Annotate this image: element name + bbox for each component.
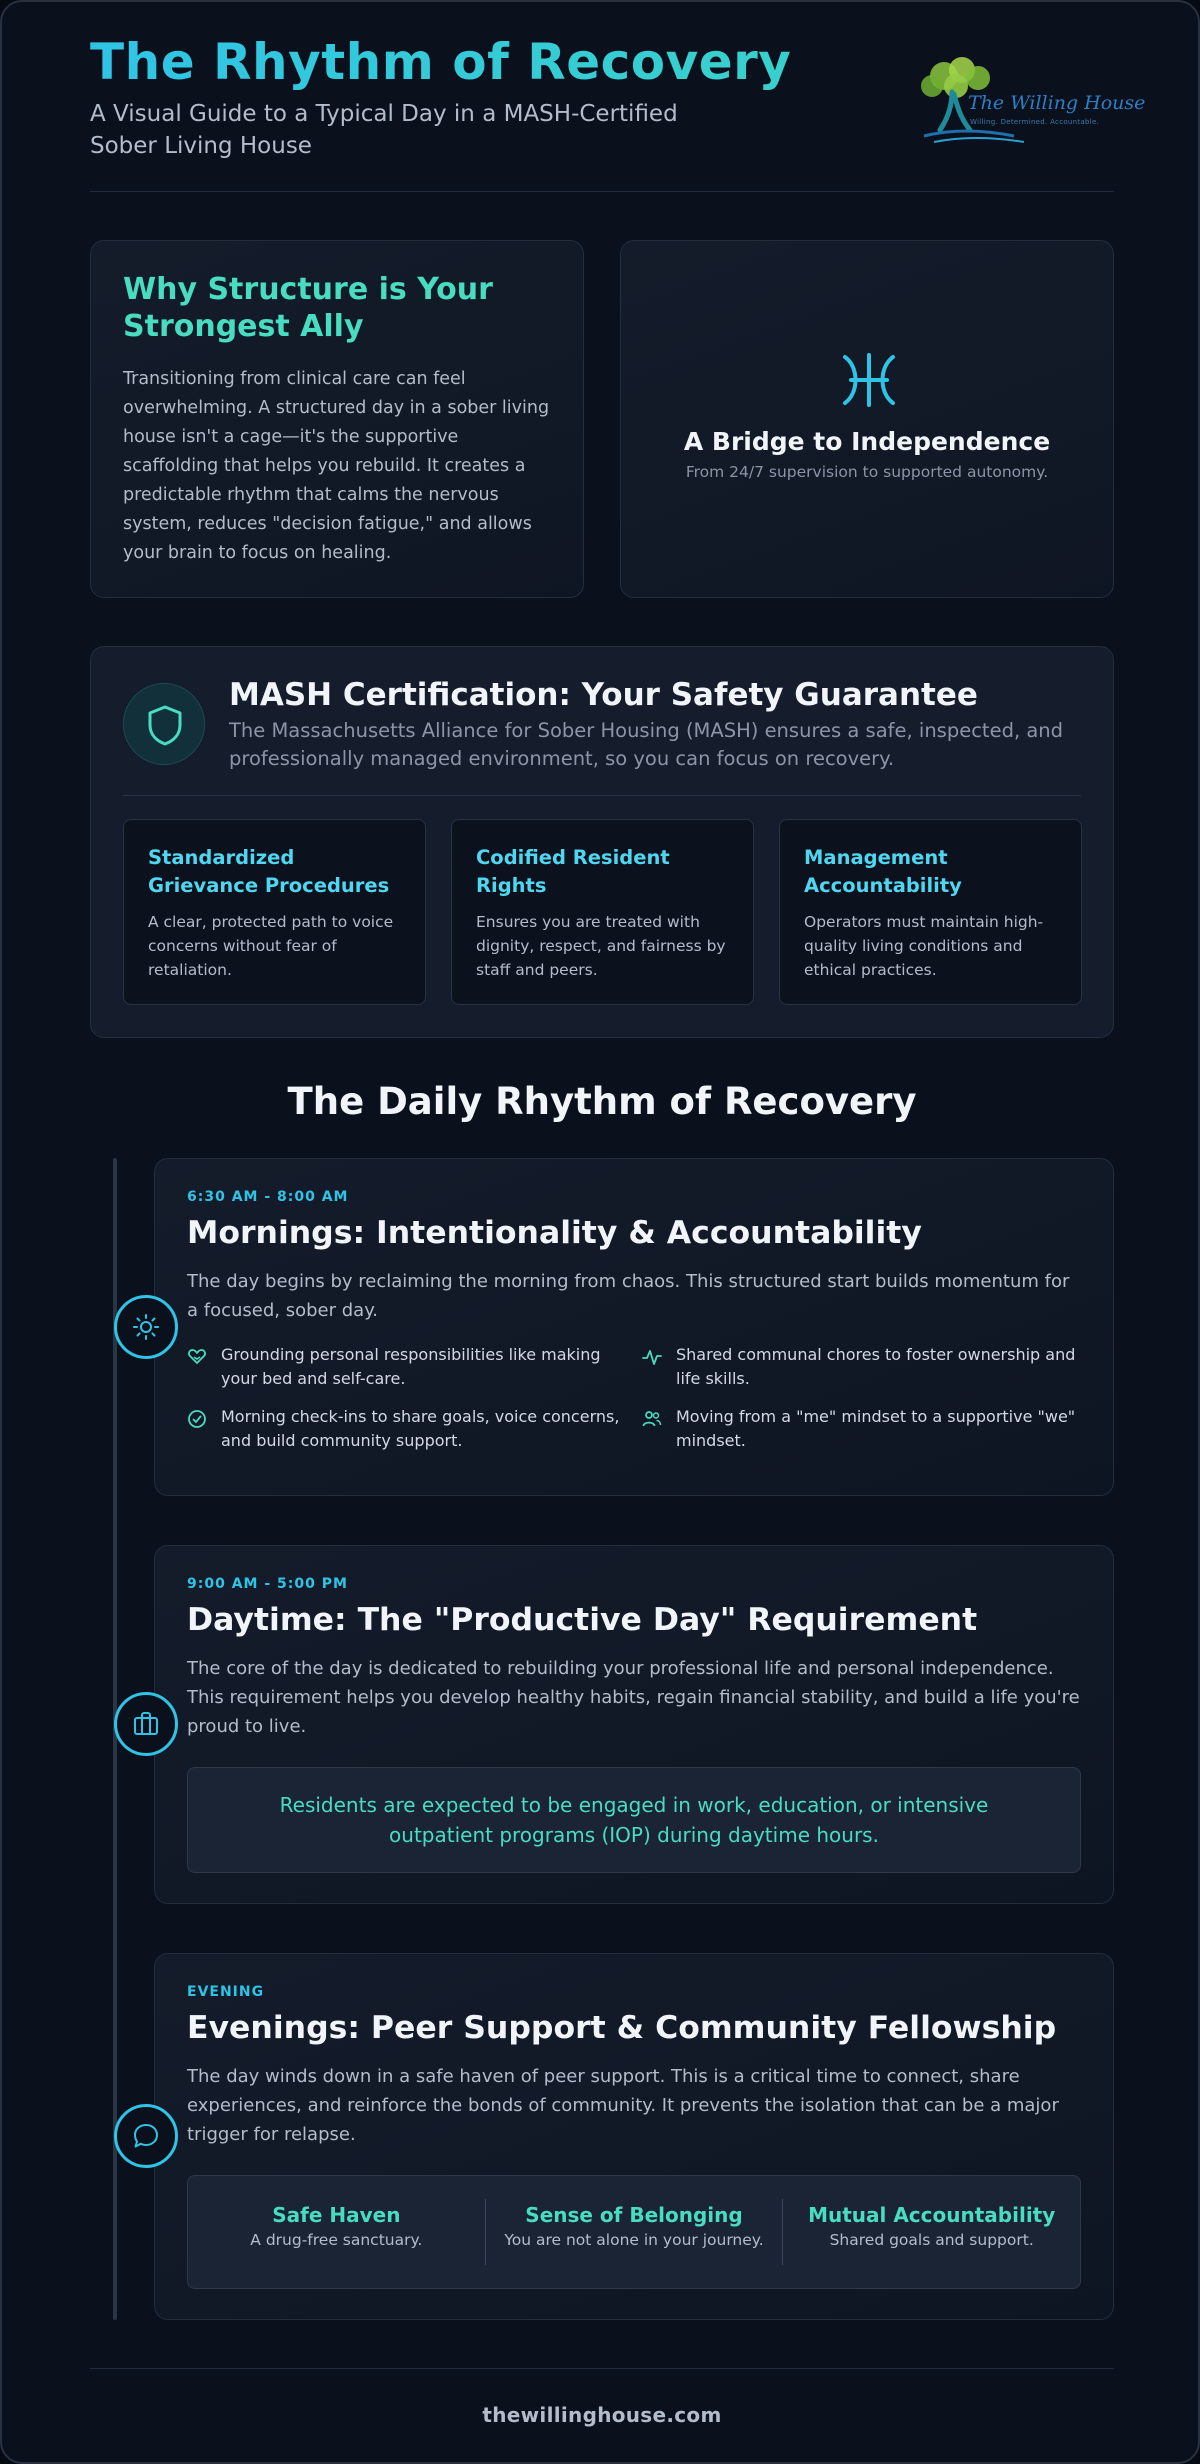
mash-icon-badge	[123, 683, 205, 765]
daytime-heading: Daytime: The "Productive Day" Requirement	[187, 1602, 978, 1638]
mash-divider	[123, 795, 1081, 796]
briefcase-icon	[132, 1710, 160, 1738]
logo-tagline: Willing. Determined. Accountable.	[970, 118, 1100, 126]
check-circle-icon	[187, 1409, 207, 1429]
bridge-icon	[839, 353, 899, 407]
mash-certification-card	[90, 646, 1114, 1038]
why-structure-body: Transitioning from clinical care can feel overwhelming. A structured day in a sober living house isn't a cage—it's the supportive scaffolding that helps you rebuild. It creates a predictable rhythm that calms the nervous system, reduces "decision fatigue," and allows your brain to focus on healing.	[123, 369, 550, 563]
bridge-heading: A Bridge to Independence	[683, 427, 1051, 456]
footer	[90, 2368, 1114, 2427]
daytime-time: 9:00 AM - 5:00 PM	[187, 1576, 348, 1592]
logo[interactable]	[904, 56, 1146, 146]
shield-icon	[146, 704, 184, 746]
users-icon	[642, 1409, 662, 1429]
evening-pillar-safe-haven: Safe Haven A drug-free sanctuary.	[188, 2199, 486, 2265]
mash-pillar-title: Codified Resident Rights	[476, 846, 670, 897]
page-subtitle: A Visual Guide to a Typical Day in a MASH-Certified Sober Living House	[90, 101, 678, 159]
footer-site-link[interactable]: thewillinghouse.com	[482, 2403, 722, 2427]
daytime-desc: The core of the day is dedicated to rebuilding your professional life and personal independence. This requirement helps you develop healthy habits, regain financial stability, and build a life you're proud to live.	[187, 1658, 1080, 1737]
mash-lead: The Massachusetts Alliance for Sober Housing (MASH) ensures a safe, inspected, and professionally managed environment, so you can focus on recovery.	[229, 719, 1064, 770]
evening-pillar-belonging: Sense of Belonging You are not alone in your journey.	[486, 2199, 784, 2265]
timeline-node-daytime	[114, 1692, 178, 1756]
bridge-card	[620, 240, 1114, 598]
evening-card	[154, 1953, 1114, 2320]
why-structure-card	[90, 240, 584, 598]
chat-bubble-icon	[132, 2122, 160, 2150]
mash-pillar-title: Management Accountability	[804, 846, 962, 897]
heart-hand-icon	[187, 1347, 207, 1367]
morning-card	[154, 1158, 1114, 1496]
evening-pillars	[187, 2175, 1081, 2289]
page-title: The Rhythm of Recovery	[90, 32, 1114, 92]
header	[90, 32, 1146, 192]
daytime-card	[154, 1545, 1114, 1904]
list-item: Morning check-ins to share goals, voice concerns, and build community support.	[187, 1405, 642, 1453]
morning-desc: The day begins by reclaiming the morning from chaos. This structured start builds momentum for a focused, sober day.	[187, 1271, 1070, 1321]
why-structure-heading: Why Structure is Your Strongest Ally	[123, 272, 493, 344]
mash-heading: MASH Certification: Your Safety Guarantee	[229, 677, 978, 713]
mash-pillar-accountability	[779, 819, 1082, 1005]
morning-time: 6:30 AM - 8:00 AM	[187, 1189, 349, 1205]
mash-pillar-text: Ensures you are treated with dignity, respect, and fairness by staff and peers.	[476, 913, 726, 979]
mash-pillar-title: Standardized Grievance Procedures	[148, 846, 390, 897]
list-item: Grounding personal responsibilities like making your bed and self-care.	[187, 1343, 642, 1391]
bridge-caption: From 24/7 supervision to supported autonomy.	[685, 463, 1049, 481]
evening-pillar-accountability: Mutual Accountability Shared goals and support.	[808, 2203, 1056, 2249]
mash-pillar-rights	[451, 819, 754, 1005]
morning-heading: Mornings: Intentionality & Accountability	[187, 1215, 922, 1251]
mash-pillar-grievance	[123, 819, 426, 1005]
activity-icon	[642, 1347, 662, 1367]
intro-row	[90, 240, 1114, 598]
sun-icon	[132, 1313, 160, 1341]
mash-pillar-text: Operators must maintain high-quality living conditions and ethical practices.	[804, 913, 1044, 979]
evening-desc: The day winds down in a safe haven of peer support. This is a critical time to connect, share experiences, and reinforce the bonds of community. It prevents the isolation that can be a major trigger for relapse.	[187, 2066, 1059, 2145]
timeline-node-evening	[114, 2104, 178, 2168]
evening-time: EVENING	[187, 1984, 265, 2000]
list-item: Shared communal chores to foster ownership and life skills.	[642, 1343, 1097, 1391]
daytime-callout: Residents are expected to be engaged in work, education, or intensive outpatient programs (IOP) during daytime hours.	[187, 1767, 1081, 1873]
morning-bullets	[187, 1343, 1081, 1453]
logo-name: The Willing House	[968, 92, 1146, 114]
mash-pillar-text: A clear, protected path to voice concerns without fear of retaliation.	[148, 913, 394, 979]
evening-heading: Evenings: Peer Support & Community Fellowship	[187, 2010, 1057, 2046]
daily-rhythm-title: The Daily Rhythm of Recovery	[287, 1080, 917, 1123]
timeline-node-morning	[114, 1295, 178, 1359]
list-item: Moving from a "me" mindset to a supportive "we" mindset.	[642, 1405, 1097, 1453]
